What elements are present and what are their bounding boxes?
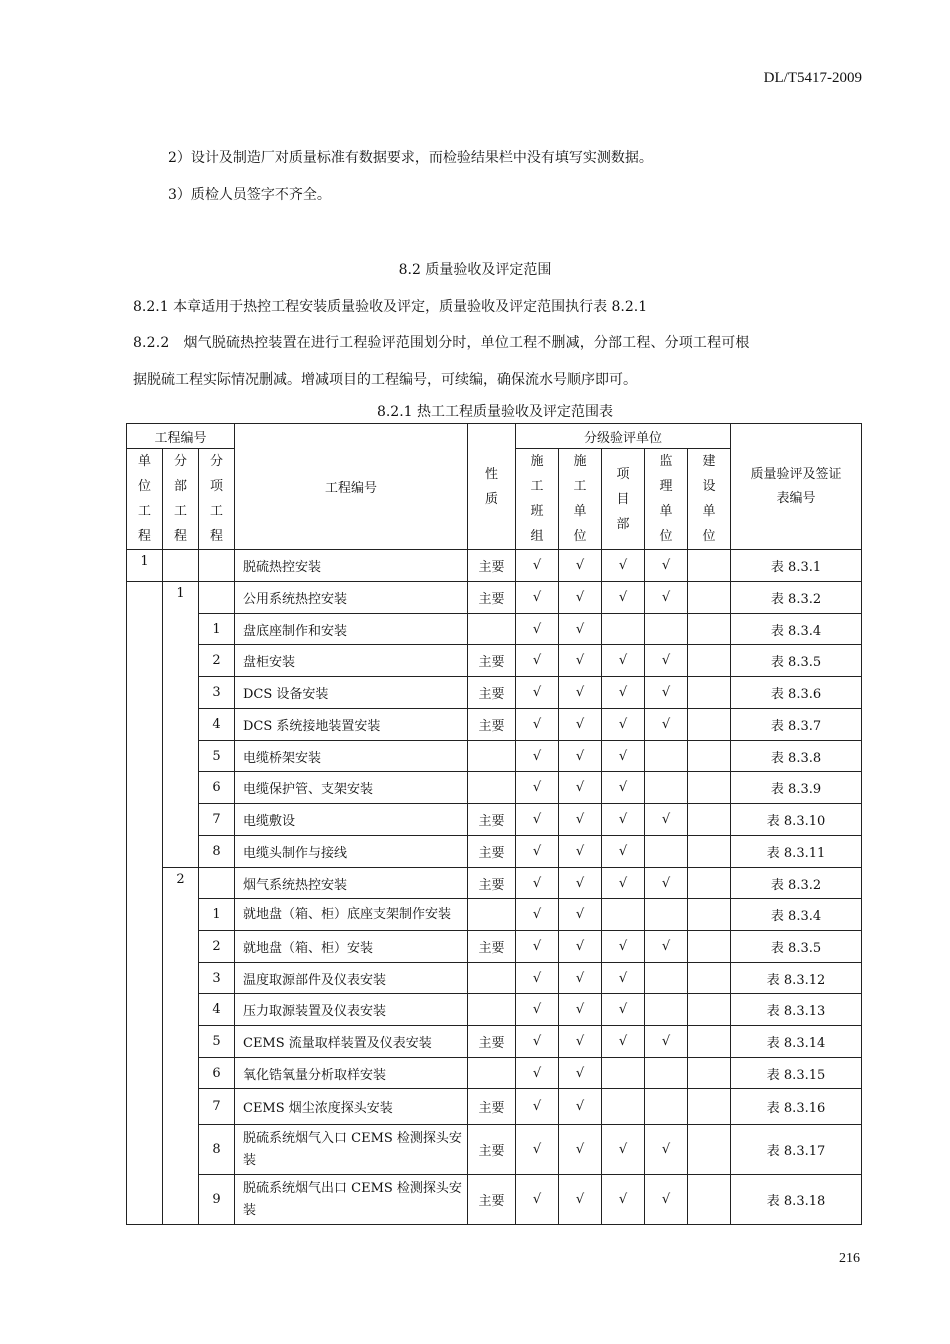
cell-check-owner-unit [688,677,731,709]
table-row [127,963,862,994]
cell-check-construction-unit: √ [559,963,602,994]
cell-form-number: 表 8.3.5 [731,931,862,963]
cell-check-project-department: √ [602,772,645,804]
cell-form-number: 表 8.3.10 [731,804,862,836]
cell-division: 2 [163,868,199,1225]
cell-nature: 主要 [468,1175,516,1225]
cell-nature: 主要 [468,645,516,677]
cell-form-number: 表 8.3.2 [731,582,862,614]
cell-check-construction-team: √ [516,836,559,868]
cell-subitem: 4 [199,994,235,1026]
paragraph-item-2: 2）设计及制造厂对质量标准有数据要求，而检验结果栏中没有填写实测数据。 [168,150,653,166]
cell-check-construction-unit: √ [559,645,602,677]
cell-unit [127,582,163,1225]
cell-nature: 主要 [468,1026,516,1058]
cell-check-construction-unit: √ [559,836,602,868]
cell-check-construction-unit: √ [559,709,602,741]
cell-check-owner-unit [688,868,731,899]
cell-check-construction-team: √ [516,1026,559,1058]
cell-check-construction-unit: √ [559,772,602,804]
table-row [127,582,862,614]
cell-subitem: 3 [199,963,235,994]
cell-subitem: 5 [199,1026,235,1058]
cell-division [163,550,199,582]
cell-check-owner-unit [688,645,731,677]
header-unit-project: 单 位 工 程 [127,449,163,550]
cell-project-name: CEMS 烟尘浓度探头安装 [235,1089,468,1125]
cell-check-supervision-unit [645,772,688,804]
cell-check-supervision-unit: √ [645,931,688,963]
cell-check-owner-unit [688,1175,731,1225]
cell-check-supervision-unit [645,994,688,1026]
cell-check-construction-unit: √ [559,677,602,709]
header-construction-team: 施 工 班 组 [516,449,559,550]
cell-check-supervision-unit [645,741,688,772]
cell-nature [468,994,516,1026]
table-row [127,677,862,709]
cell-check-owner-unit [688,804,731,836]
cell-check-construction-team: √ [516,582,559,614]
cell-project-name: 电缆头制作与接线 [235,836,468,868]
cell-project-name: 电缆敷设 [235,804,468,836]
cell-check-construction-team: √ [516,645,559,677]
cell-nature: 主要 [468,931,516,963]
cell-nature: 主要 [468,582,516,614]
cell-check-construction-team: √ [516,963,559,994]
standard-code: DL/T5417-2009 [763,70,862,86]
cell-project-name: DCS 系统接地装置安装 [235,709,468,741]
cell-form-number: 表 8.3.18 [731,1175,862,1225]
cell-check-construction-unit: √ [559,550,602,582]
paragraph-8-2-2: 8.2.2 烟气脱硫热控装置在进行工程验评范围划分时，单位工程不删减，分部工程、分项工程可根 [133,335,750,351]
table-row [127,550,862,582]
cell-check-owner-unit [688,772,731,804]
cell-project-name: 公用系统热控安装 [235,582,468,614]
cell-subitem: 1 [199,614,235,645]
cell-check-construction-unit: √ [559,931,602,963]
cell-project-name: 氧化锆氧量分析取样安装 [235,1058,468,1089]
cell-check-project-department: √ [602,868,645,899]
cell-project-name: 电缆桥架安装 [235,741,468,772]
cell-check-construction-unit: √ [559,1026,602,1058]
cell-subitem: 5 [199,741,235,772]
cell-check-owner-unit [688,550,731,582]
header-supervision-unit: 监 理 单 位 [645,449,688,550]
cell-form-number: 表 8.3.15 [731,1058,862,1089]
cell-form-number: 表 8.3.14 [731,1026,862,1058]
cell-subitem: 3 [199,677,235,709]
cell-check-owner-unit [688,582,731,614]
cell-nature: 主要 [468,550,516,582]
cell-check-construction-unit: √ [559,1125,602,1175]
cell-project-name: DCS 设备安装 [235,677,468,709]
cell-check-supervision-unit: √ [645,677,688,709]
cell-form-number: 表 8.3.1 [731,550,862,582]
cell-check-construction-unit: √ [559,804,602,836]
cell-check-supervision-unit [645,1058,688,1089]
cell-check-owner-unit [688,614,731,645]
cell-check-project-department: √ [602,804,645,836]
cell-subitem: 6 [199,772,235,804]
cell-nature: 主要 [468,868,516,899]
cell-project-name: 盘柜安装 [235,645,468,677]
cell-check-construction-unit: √ [559,1058,602,1089]
table-row [127,1175,862,1225]
cell-check-construction-team: √ [516,550,559,582]
cell-check-owner-unit [688,1125,731,1175]
cell-form-number: 表 8.3.2 [731,868,862,899]
header-form-number: 质量验评及签证表编号 [731,424,862,550]
cell-check-construction-unit: √ [559,1175,602,1225]
cell-subitem [199,868,235,899]
cell-check-project-department: √ [602,645,645,677]
page-number: 216 [839,1251,860,1266]
cell-check-owner-unit [688,963,731,994]
cell-check-project-department: √ [602,550,645,582]
cell-subitem: 7 [199,804,235,836]
paragraph-8-2-2-cont: 据脱硫工程实际情况删减。增减项目的工程编号，可续编，确保流水号顺序即可。 [133,372,637,388]
header-owner-unit: 建 设 单 位 [688,449,731,550]
paragraph-8-2-1: 8.2.1 本章适用于热控工程安装质量验收及评定，质量验收及评定范围执行表 8.2.1 [133,299,648,315]
cell-project-name: 就地盘（箱、柜）安装 [235,931,468,963]
header-grading-units: 分级验评单位 [516,424,731,449]
cell-check-construction-team: √ [516,614,559,645]
cell-nature: 主要 [468,1089,516,1125]
cell-form-number: 表 8.3.4 [731,899,862,931]
cell-project-name: 脱硫系统烟气入口 CEMS 检测探头安装 [235,1125,468,1175]
table-row [127,868,862,899]
cell-project-name: CEMS 流量取样装置及仪表安装 [235,1026,468,1058]
cell-subitem: 8 [199,836,235,868]
cell-project-name: 脱硫系统烟气出口 CEMS 检测探头安装 [235,1175,468,1225]
table-row [127,741,862,772]
cell-check-supervision-unit: √ [645,1125,688,1175]
table-row [127,994,862,1026]
paragraph-item-3: 3）质检人员签字不齐全。 [168,187,331,203]
cell-check-construction-team: √ [516,994,559,1026]
header-nature: 性 质 [468,424,516,550]
section-title: 8.2 质量验收及评定范围 [398,262,552,278]
cell-check-project-department: √ [602,709,645,741]
cell-check-construction-team: √ [516,1058,559,1089]
table-row [127,931,862,963]
cell-check-construction-unit: √ [559,582,602,614]
header-construction-unit: 施 工 单 位 [559,449,602,550]
cell-check-owner-unit [688,1089,731,1125]
cell-check-owner-unit [688,1026,731,1058]
cell-project-name: 脱硫热控安装 [235,550,468,582]
cell-subitem: 9 [199,1175,235,1225]
cell-check-project-department: √ [602,1026,645,1058]
cell-check-owner-unit [688,709,731,741]
cell-check-project-department [602,1058,645,1089]
cell-project-name: 温度取源部件及仪表安装 [235,963,468,994]
cell-form-number: 表 8.3.6 [731,677,862,709]
cell-subitem: 2 [199,931,235,963]
cell-project-name: 压力取源装置及仪表安装 [235,994,468,1026]
cell-form-number: 表 8.3.16 [731,1089,862,1125]
cell-form-number: 表 8.3.5 [731,645,862,677]
cell-check-construction-unit: √ [559,614,602,645]
cell-check-project-department: √ [602,963,645,994]
cell-check-construction-unit: √ [559,899,602,931]
table-row [127,1089,862,1125]
cell-check-supervision-unit [645,836,688,868]
cell-check-project-department: √ [602,1175,645,1225]
table-row [127,614,862,645]
cell-division: 1 [163,582,199,868]
cell-check-project-department: √ [602,582,645,614]
cell-check-project-department [602,899,645,931]
table-row [127,804,862,836]
cell-check-supervision-unit: √ [645,804,688,836]
header-project-department: 项 目 部 [602,449,645,550]
cell-unit: 1 [127,550,163,582]
cell-check-project-department: √ [602,677,645,709]
cell-check-construction-team: √ [516,1125,559,1175]
cell-check-owner-unit [688,1058,731,1089]
cell-check-supervision-unit: √ [645,582,688,614]
cell-nature [468,1058,516,1089]
cell-check-project-department: √ [602,931,645,963]
cell-check-construction-team: √ [516,677,559,709]
cell-check-supervision-unit [645,1089,688,1125]
cell-check-supervision-unit: √ [645,709,688,741]
table-row [127,709,862,741]
header-project-name: 工程编号 [235,424,468,550]
cell-subitem: 6 [199,1058,235,1089]
cell-check-project-department: √ [602,994,645,1026]
cell-check-owner-unit [688,741,731,772]
header-division-project: 分 部 工 程 [163,449,199,550]
cell-project-name: 电缆保护管、支架安装 [235,772,468,804]
cell-check-supervision-unit: √ [645,550,688,582]
cell-check-owner-unit [688,994,731,1026]
cell-check-owner-unit [688,899,731,931]
cell-form-number: 表 8.3.4 [731,614,862,645]
cell-nature: 主要 [468,677,516,709]
cell-check-construction-team: √ [516,709,559,741]
cell-check-supervision-unit [645,963,688,994]
cell-form-number: 表 8.3.12 [731,963,862,994]
cell-nature [468,741,516,772]
table-row [127,1058,862,1089]
table-row [127,899,862,931]
cell-check-construction-team: √ [516,899,559,931]
cell-check-supervision-unit [645,614,688,645]
cell-nature [468,963,516,994]
cell-project-name: 盘底座制作和安装 [235,614,468,645]
cell-check-construction-unit: √ [559,868,602,899]
cell-nature: 主要 [468,804,516,836]
cell-check-supervision-unit: √ [645,645,688,677]
cell-nature [468,772,516,804]
header-subitem-project: 分 项 工 程 [199,449,235,550]
cell-subitem [199,550,235,582]
scope-table [126,423,862,1225]
cell-check-construction-team: √ [516,931,559,963]
cell-check-construction-team: √ [516,772,559,804]
cell-check-owner-unit [688,836,731,868]
cell-project-name: 烟气系统热控安装 [235,868,468,899]
cell-form-number: 表 8.3.8 [731,741,862,772]
cell-check-construction-team: √ [516,868,559,899]
cell-check-construction-team: √ [516,1175,559,1225]
header-project-code-group: 工程编号 [127,424,235,449]
cell-check-construction-team: √ [516,741,559,772]
cell-nature [468,614,516,645]
cell-form-number: 表 8.3.9 [731,772,862,804]
table-row [127,645,862,677]
table-caption: 8.2.1 热工工程质量验收及评定范围表 [376,404,614,420]
cell-check-supervision-unit: √ [645,868,688,899]
table-row [127,836,862,868]
cell-form-number: 表 8.3.11 [731,836,862,868]
cell-form-number: 表 8.3.7 [731,709,862,741]
cell-check-project-department [602,1089,645,1125]
cell-subitem: 7 [199,1089,235,1125]
cell-check-construction-team: √ [516,1089,559,1125]
cell-check-project-department: √ [602,1125,645,1175]
cell-nature: 主要 [468,1125,516,1175]
cell-check-supervision-unit [645,899,688,931]
cell-check-owner-unit [688,931,731,963]
cell-check-project-department: √ [602,836,645,868]
cell-subitem: 1 [199,899,235,931]
table-row [127,1026,862,1058]
cell-check-supervision-unit: √ [645,1175,688,1225]
cell-check-construction-unit: √ [559,1089,602,1125]
cell-nature: 主要 [468,836,516,868]
cell-check-supervision-unit: √ [645,1026,688,1058]
cell-subitem: 2 [199,645,235,677]
cell-subitem: 8 [199,1125,235,1175]
cell-subitem: 4 [199,709,235,741]
cell-project-name: 就地盘（箱、柜）底座支架制作安装 [235,899,468,931]
table-row [127,772,862,804]
cell-form-number: 表 8.3.13 [731,994,862,1026]
cell-check-construction-unit: √ [559,741,602,772]
table-row [127,1125,862,1175]
cell-check-construction-team: √ [516,804,559,836]
cell-subitem [199,582,235,614]
cell-nature: 主要 [468,709,516,741]
cell-nature [468,899,516,931]
cell-check-construction-unit: √ [559,994,602,1026]
cell-check-project-department [602,614,645,645]
cell-form-number: 表 8.3.17 [731,1125,862,1175]
cell-check-project-department: √ [602,741,645,772]
